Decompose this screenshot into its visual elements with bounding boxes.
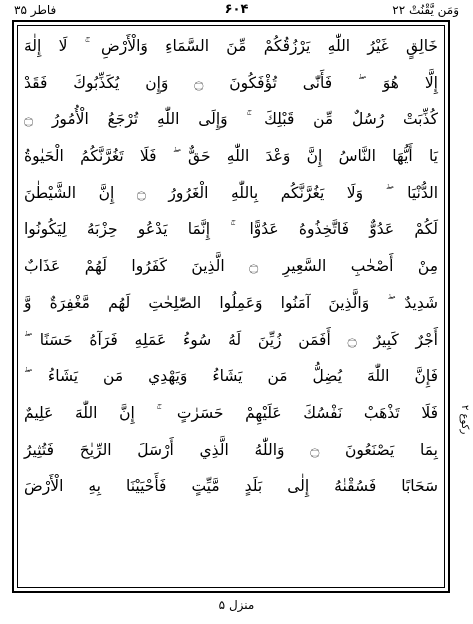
surah-header: فاطر ۳۵ — [14, 3, 57, 17]
text-line: كُذِّبَتْ رُسُلٌ مِّن قَبْلِكَ ۚ وَإِلَى اللّٰهِ تُرْجَعُ الْأُمُورُ ۝ — [24, 110, 438, 129]
text-block — [20, 28, 442, 542]
text-line: سَحَابًا فَسُقْنٰهُ إِلٰى بَلَدٍ مَّيِّتٍ فَأَحْيَيْنَا بِهِ الْأَرْضَ — [24, 477, 438, 496]
page-number: ۶۰۴ — [224, 2, 249, 17]
text-line: بِمَا يَصْنَعُونَ ۝ وَاللّٰهُ الَّذِي أَرْسَلَ الرِّيٰحَ فَتُثِيرُ — [24, 440, 438, 459]
ruku-margin-note: ركوع ۲ — [459, 405, 470, 435]
text-line: أَجْرٌ كَبِيرٌ ۝ أَفَمَن زُيِّنَ لَهُ سُوءُ عَمَلِهِ فَرَآهُ حَسَنًا ۖ — [24, 330, 438, 349]
text-line: فَلَا تَذْهَبْ نَفْسُكَ عَلَيْهِمْ حَسَرٰتٍ ۚ إِنَّ اللّٰهَ عَلِيمٌ — [24, 403, 438, 422]
text-line: فَإِنَّ اللّٰهَ يُضِلُّ مَن يَشَاءُ وَيَهْدِي مَن يَشَاءُ ۖ — [24, 367, 438, 386]
text-line: الدُّنْيَا ۖ وَلَا يَغُرَّنَّكُم بِاللّٰهِ الْغَرُورُ ۝ إِنَّ الشَّيْطٰنَ — [24, 183, 439, 202]
text-line: إِلَّا هُوَ ۖ فَأَنّٰى تُؤْفَكُونَ ۝ وَإِن يُكَذِّبُوكَ فَقَدْ — [24, 73, 438, 92]
text-line: خَالِقٍ غَيْرُ اللّٰهِ يَرْزُقُكُمْ مِّنَ السَّمَاءِ وَالْأَرْضِ ۚ لَا إِلٰهَ — [24, 37, 438, 55]
text-line: لَكُمْ عَدُوٌّ فَاتَّخِذُوهُ عَدُوًّا ۚ إِنَّمَا يَدْعُو حِزْبَهُ لِيَكُونُوا — [24, 220, 438, 239]
text-line: شَدِيدٌ ۖ وَالَّذِينَ آمَنُوا وَعَمِلُوا الصّٰلِحٰتِ لَهُم مَّغْفِرَةٌ وَّ — [24, 293, 438, 312]
text-line — [20, 505, 442, 542]
text-line: مِنْ أَصْحٰبِ السَّعِيرِ ۝ الَّذِينَ كَفَرُوا لَهُمْ عَذَابٌ — [24, 257, 439, 276]
text-line: يَا أَيُّهَا النَّاسُ إِنَّ وَعْدَ اللّٰهِ حَقٌّ ۖ فَلَا تَغُرَّنَّكُمُ الْحَيٰوةُ — [24, 147, 438, 166]
manzil-footer: منزل ۵ — [218, 598, 255, 612]
juz-header: وَمَن يَّقْنُتْ ۲۲ — [392, 3, 459, 17]
